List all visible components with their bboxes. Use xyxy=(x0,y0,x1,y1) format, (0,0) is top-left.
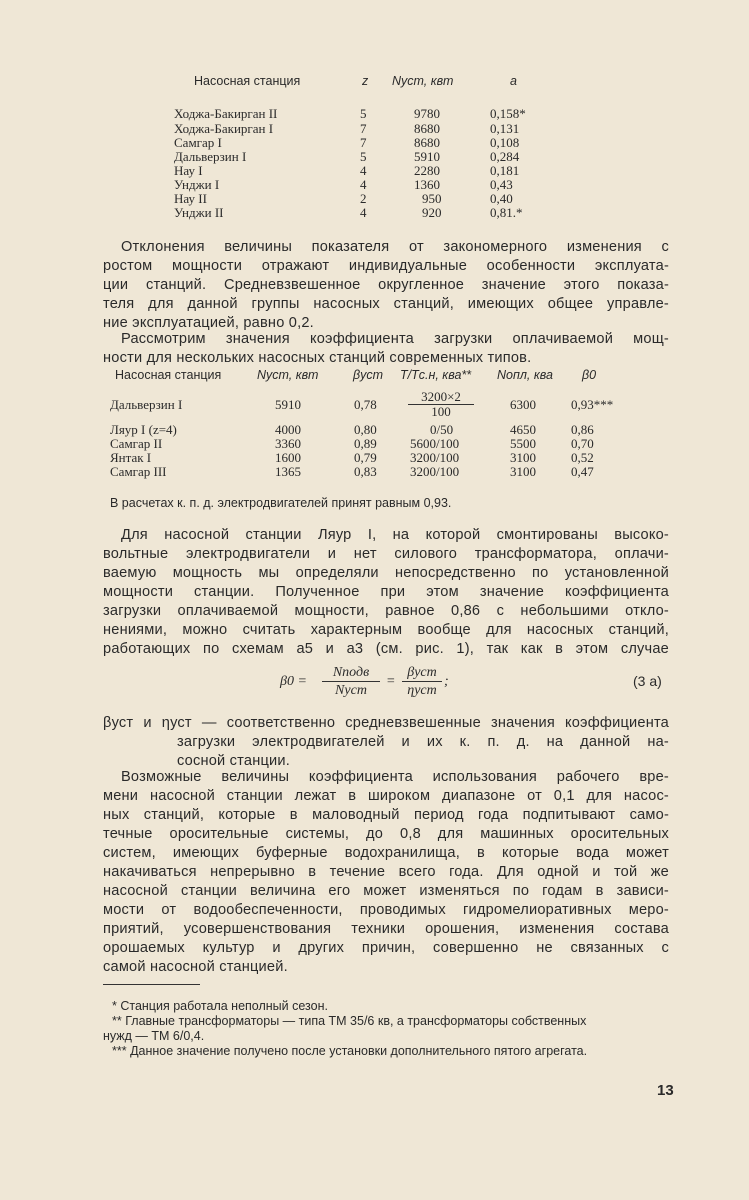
paragraph-utilization: Возможные величины коэффициента использования рабочего вре- мени насосной станции лежат в широком диапазоне от 0,1 для насос- ных станций, которые в маловодный период года подпитывают само- течные оросительные системы, до 0,8 для машинных оросительных систем, имеющих буферные водохранилища, в которые вода может накачиваться непрерывно в течение всего года. Для одной и той же насосной станции величина его может изменяться по годам в зависи- мости от водообеспеченности, проводимых гидромелиоративных меро- приятий, усовершенствования техники орошения, изменения состава орошаемых культур и других причин, совершенно не связанных с самой насосной станцией. xyxy=(103,769,669,975)
page-number: 13 xyxy=(657,1082,674,1099)
transformer-fraction: 3200×2 100 xyxy=(408,390,474,419)
footnote-1: * Станция работала неполный сезон. xyxy=(112,999,328,1013)
table2-header-transformer: T/Tс.н, ква** xyxy=(400,368,472,382)
page: Насосная станция z Nуст, квт a Ходжа-Бакирган II 5 9780 0,158* Ходжа-Бакирган I 7 8680 0,131 Самгар I 7 8680 0,108 Дальверзин I 5 5910 0,284 Нау I 4 2280 0,181 Унджи I 4 1360 0,43 Нау II 2 950 0,40 Унджи II 4 920 0,81.* Отклонения величины показателя от закономерного изменения с ростом мощности отражают индивидуальные особенности эксплуата- ции станций. Средневзвешенное округленное значение этого показа- теля для данной группы насосных станций, имеющих общее управле- ние эксплуатацией, равно 0,2. Рассмотрим значения коэффициента загрузки оплачиваемой мощ- ности для нескольких насосных станций современных типов. Насосная станция Nуст, квт βуст T/Tс.н, ква** Nопл, ква β0 Дальверзин I 5910 0,78 3200×2 100 6300 0,93*** Ляур I (z=4) 4000 0,80 0/50 4650 0,86 Самгар II 3360 0,89 5600/100 5500 0,70 Янтак I 1600 0,79 3200/100 3100 0,52 Самгар III 1365 0,83 3200/100 3100 0,47 В расчетах к. п. д. электродвигателей принят равным 0,93. Для насосной станции Ляур I, на которой смонтированы высоко- вольтные электродвигатели и нет силового трансформатора, оплачи- ваемую мощность мы определяли непосредственно по установленной мощности станции. Полученное при этом значение коэффициента загрузки оплачиваемой мощности, равное 0,86 с небольшими откло- нениями, можно считать характерным вообще для насосных станций, работающих по схемам а5 и а3 (см. рис. 1), так как в этом случае β0 = Nподв Nуст = βуст ηуст ; (3 а) βуст и ηуст — соответственно средневзвешенные значения коэффициента загрузки электродвигателей и их к. п. д. на данной на- сосной станции. Возможные величины коэффициента использования рабочего вре- мени насосной станции лежат в широком диапазоне от 0,1 для насос- ных станций, которые в маловодный период года подпитывают само- течные оросительные системы, до 0,8 для машинных оросительных систем, имеющих буферные водохранилища, в которые вода может накачиваться непрерывно в течение всего года. Для одной и той же насосной станции величина его может изменяться по годам в зависи- мости от водообеспеченности, проводимых гидромелиоративных меро- приятий, усовершенствования техники орошения, изменения состава орошаемых культур и других причин, совершенно не связанных с самой насосной станцией. * Станция работала неполный сезон. ** Главные трансформаторы — типа ТМ 35/6 кв, а трансформаторы собственных нужд — ТМ 6/0,4. *** Данное значение получено после установки дополнительного пятого агрегата. 13 xyxy=(103,74,674,1099)
paragraph-load-coefficient: Рассмотрим значения коэффициента загрузки оплачиваемой мощ- ности для нескольких насосных станций современных типов. xyxy=(103,331,669,366)
equation-number: (3 а) xyxy=(633,673,662,689)
paragraph-deviation: Отклонения величины показателя от закономерного изменения с ростом мощности отражают индивидуальные особенности эксплуата- ции станций. Средневзвешенное округленное значение этого показа- теля для данной группы насосных станций, имеющих общее управле- ние эксплуатацией, равно 0,2. xyxy=(103,239,669,331)
table1-header-station: Насосная станция xyxy=(194,74,301,88)
table2-header-paid-power: Nопл, ква xyxy=(497,368,553,382)
table2-header-beta: βуст xyxy=(353,368,384,382)
table1-header-z: z xyxy=(362,74,369,88)
paragraph-lyaur-station: Для насосной станции Ляур I, на которой смонтированы высоко- вольтные электродвигатели и нет силового трансформатора, оплачи- ваемую мощность мы определяли непосредственно по установленной мощности станции. Полученное при этом значение коэффициента загрузки оплачиваемой мощности, равное 0,86 с небольшими откло- нениями, можно считать характерным вообще для насосных станций, работающих по схемам а5 и а3 (см. рис. 1), так как в этом случае xyxy=(103,527,669,657)
table2-header-station: Насосная станция xyxy=(115,368,222,382)
footnote-3: *** Данное значение получено после установки дополнительного пятого агрегата. xyxy=(112,1044,588,1058)
footnote-2: ** Главные трансформаторы — типа ТМ 35/6 кв, а трансформаторы собственных xyxy=(112,1014,587,1028)
table2-header-power: Nуст, квт xyxy=(257,368,319,382)
footnote-divider xyxy=(103,984,200,985)
table1-header-a: a xyxy=(510,74,517,88)
footnote-2-cont: нужд — ТМ 6/0,4. xyxy=(103,1029,205,1043)
calculation-note: В расчетах к. п. д. электродвигателей принят равным 0,93. xyxy=(110,496,452,510)
table1-header-power: Nуст, квт xyxy=(392,74,454,88)
table2-header-beta0: β0 xyxy=(582,368,597,382)
formula-definitions: βуст и ηуст — соответственно средневзвешенные значения коэффициента загрузки электродвигателей и их к. п. д. на данной на- сосной станции. xyxy=(103,715,669,769)
